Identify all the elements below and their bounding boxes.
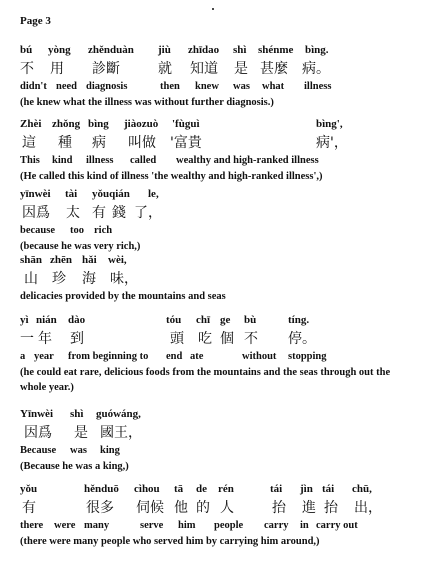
english-gloss-line [20, 153, 415, 169]
chinese-token: 是 [74, 425, 88, 441]
chinese-token: 因爲 [22, 205, 50, 221]
chinese-token: 錢 [112, 205, 126, 221]
english-token: people [214, 520, 244, 531]
english-gloss-line [20, 518, 415, 534]
chinese-token: 病 [92, 135, 106, 151]
pinyin-token: Yīnwèi [20, 408, 53, 420]
english-token: rich [94, 225, 113, 236]
chinese-token: 有 [22, 500, 36, 516]
translation-line: (there were many people who served him by carrying him around,) [20, 536, 320, 547]
chinese-line [20, 203, 415, 223]
pinyin-token: zhīdao [188, 44, 220, 56]
pinyin-line [20, 116, 415, 133]
chinese-token: 有 [92, 205, 106, 221]
chinese-token: 病'， [316, 135, 348, 151]
english-token: illness [86, 155, 114, 166]
pinyin-token: bìng', [316, 118, 343, 130]
chinese-token: 吃 [198, 331, 212, 347]
english-token: kind [52, 155, 73, 166]
entry-delicacies [20, 252, 415, 305]
chinese-token: 甚麼 [260, 61, 288, 77]
pinyin-token: tái [322, 483, 335, 495]
pinyin-line [20, 406, 415, 423]
chinese-token: 種 [58, 135, 72, 151]
chinese-token: 山 [24, 271, 38, 287]
english-token: too [70, 225, 84, 236]
english-gloss-line [20, 349, 415, 365]
chinese-token: 用 [50, 61, 64, 77]
english-gloss-line [20, 443, 415, 459]
translation-line: (because he was very rich,) [20, 241, 141, 252]
translation-line: (Because he was a king,) [20, 461, 129, 472]
translation-line: (he knew what the illness was without further diagnosis.) [20, 97, 274, 108]
page-number: Page 3 [20, 15, 51, 27]
chinese-token: 了， [134, 205, 162, 221]
chinese-token: 人 [220, 500, 234, 516]
chinese-token: 病。 [302, 61, 330, 77]
english-token: illness [304, 81, 332, 92]
english-token: in [300, 520, 309, 531]
chinese-token: 不 [244, 331, 258, 347]
entry-because-king [20, 406, 415, 474]
pinyin-line [20, 186, 415, 203]
chinese-token: 就 [158, 61, 172, 77]
pinyin-token: shì [233, 44, 247, 56]
english-gloss-line [20, 79, 415, 95]
chinese-token: 進 [302, 500, 316, 516]
chinese-token: 診斷 [92, 61, 120, 77]
pinyin-token: jiàozuò [124, 118, 159, 130]
pinyin-token: bù [244, 314, 257, 326]
pinyin-token: dào [68, 314, 86, 326]
english-token: ate [190, 351, 204, 362]
pinyin-token: chī [196, 314, 211, 326]
chinese-token: 頭 [170, 331, 184, 347]
chinese-token: 他 [174, 500, 188, 516]
chinese-token: 的 [196, 500, 210, 516]
pinyin-token: tóu [166, 314, 182, 326]
pinyin-token: zhěnduàn [88, 44, 134, 56]
pinyin-token: de [196, 483, 207, 495]
pinyin-token: cìhou [134, 483, 160, 495]
chinese-token: 伺候 [136, 500, 164, 516]
pinyin-token: ge [220, 314, 231, 326]
english-token: year [34, 351, 54, 362]
pinyin-token: tài [65, 188, 78, 200]
pinyin-token: guówáng, [96, 408, 141, 420]
chinese-token: '富貴 [170, 135, 202, 151]
english-token: delicacies provided by the mountains and seas [20, 291, 226, 302]
chinese-line [20, 423, 415, 443]
chinese-token: 國王， [100, 425, 142, 441]
chinese-line [20, 329, 415, 349]
chinese-token: 很多 [86, 500, 114, 516]
english-token: need [56, 81, 77, 92]
pinyin-token: Zhèi [20, 118, 42, 130]
page-speck [212, 8, 214, 10]
pinyin-line [20, 312, 415, 329]
english-token: without [242, 351, 277, 362]
english-token: carry [264, 520, 289, 531]
entry-not-need-diagnosis [20, 42, 415, 110]
chinese-token: 味， [110, 271, 138, 287]
chinese-token: 因爲 [24, 425, 52, 441]
english-token: end [166, 351, 183, 362]
english-token: didn't [20, 81, 47, 92]
english-token: serve [140, 520, 164, 531]
pinyin-token: yòng [48, 44, 71, 56]
pinyin-token: bìng. [305, 44, 329, 56]
english-token: carry out [316, 520, 358, 531]
pinyin-token: jìn [300, 483, 313, 495]
chinese-token: 這 [22, 135, 36, 151]
english-token: were [54, 520, 76, 531]
pinyin-token: nián [36, 314, 57, 326]
entry-year-round [20, 312, 415, 395]
english-token: knew [195, 81, 219, 92]
english-token: was [70, 445, 87, 456]
pinyin-line [20, 252, 415, 269]
pinyin-line [20, 42, 415, 59]
entry-this-kind-illness [20, 116, 415, 184]
pinyin-token: shān [20, 254, 43, 266]
chinese-token: 一 [20, 331, 34, 347]
english-token: stopping [288, 351, 327, 362]
chinese-token: 太 [66, 205, 80, 221]
chinese-line [20, 498, 415, 518]
chinese-token: 停。 [288, 331, 316, 347]
chinese-line [20, 59, 415, 79]
english-token: was [233, 81, 250, 92]
entry-many-people-served [20, 481, 415, 549]
pinyin-token: zhǒng [52, 118, 81, 130]
chinese-token: 抬 [324, 500, 338, 516]
pinyin-token: yǒu [20, 483, 38, 495]
chinese-token: 珍 [52, 271, 66, 287]
pinyin-token: yǒuqián [92, 188, 130, 200]
entry-because-too-rich [20, 186, 415, 254]
pinyin-token: wèi, [108, 254, 127, 266]
pinyin-token: rén [218, 483, 234, 495]
pinyin-token: hěnduō [84, 483, 119, 495]
english-token: what [262, 81, 285, 92]
chinese-token: 個 [220, 331, 234, 347]
pinyin-token: tíng. [288, 314, 310, 326]
pinyin-token: hǎi [82, 254, 97, 266]
pinyin-token: yì [20, 314, 29, 326]
chinese-token: 知道 [190, 61, 218, 77]
pinyin-token: chū, [352, 483, 372, 495]
chinese-token: 是 [234, 61, 248, 77]
pinyin-token: shì [70, 408, 84, 420]
chinese-token: 出， [354, 500, 382, 516]
pinyin-token: bú [20, 44, 33, 56]
pinyin-token: jiù [158, 44, 171, 56]
pinyin-token: zhēn [50, 254, 72, 266]
english-token: king [100, 445, 120, 456]
chinese-line [20, 269, 415, 289]
pinyin-token: le, [148, 188, 159, 200]
pinyin-token: yīnwèi [20, 188, 51, 200]
english-token: there [20, 520, 44, 531]
chinese-token: 叫做 [128, 135, 156, 151]
translation-line: (He called this kind of illness 'the wealthy and high-ranked illness',) [20, 171, 323, 182]
chinese-token: 不 [20, 61, 34, 77]
chinese-token: 到 [70, 331, 84, 347]
chinese-token: 年 [38, 331, 52, 347]
english-token: diagnosis [86, 81, 128, 92]
translation-line: (he could eat rare, delicious foods from the mountains and the seas through out the whole year.) [20, 367, 391, 393]
english-token: wealthy and high-ranked illness [176, 155, 319, 166]
english-gloss-line [20, 223, 415, 239]
english-token: then [160, 81, 180, 92]
english-token: many [84, 520, 110, 531]
pinyin-token: 'fùguì [172, 118, 200, 130]
pinyin-token: bìng [88, 118, 109, 130]
english-token: Because [20, 445, 57, 456]
english-token: called [130, 155, 157, 166]
english-token: from beginning to [68, 351, 149, 362]
english-gloss-line [20, 289, 415, 305]
pinyin-token: tā [174, 483, 184, 495]
pinyin-token: tái [270, 483, 283, 495]
chinese-token: 海 [82, 271, 96, 287]
english-token: This [20, 155, 40, 166]
english-token: because [20, 225, 55, 236]
pinyin-token: shénme [258, 44, 294, 56]
english-token: a [20, 351, 26, 362]
chinese-line [20, 133, 415, 153]
pinyin-line [20, 481, 415, 498]
english-token: him [178, 520, 196, 531]
chinese-token: 抬 [272, 500, 286, 516]
